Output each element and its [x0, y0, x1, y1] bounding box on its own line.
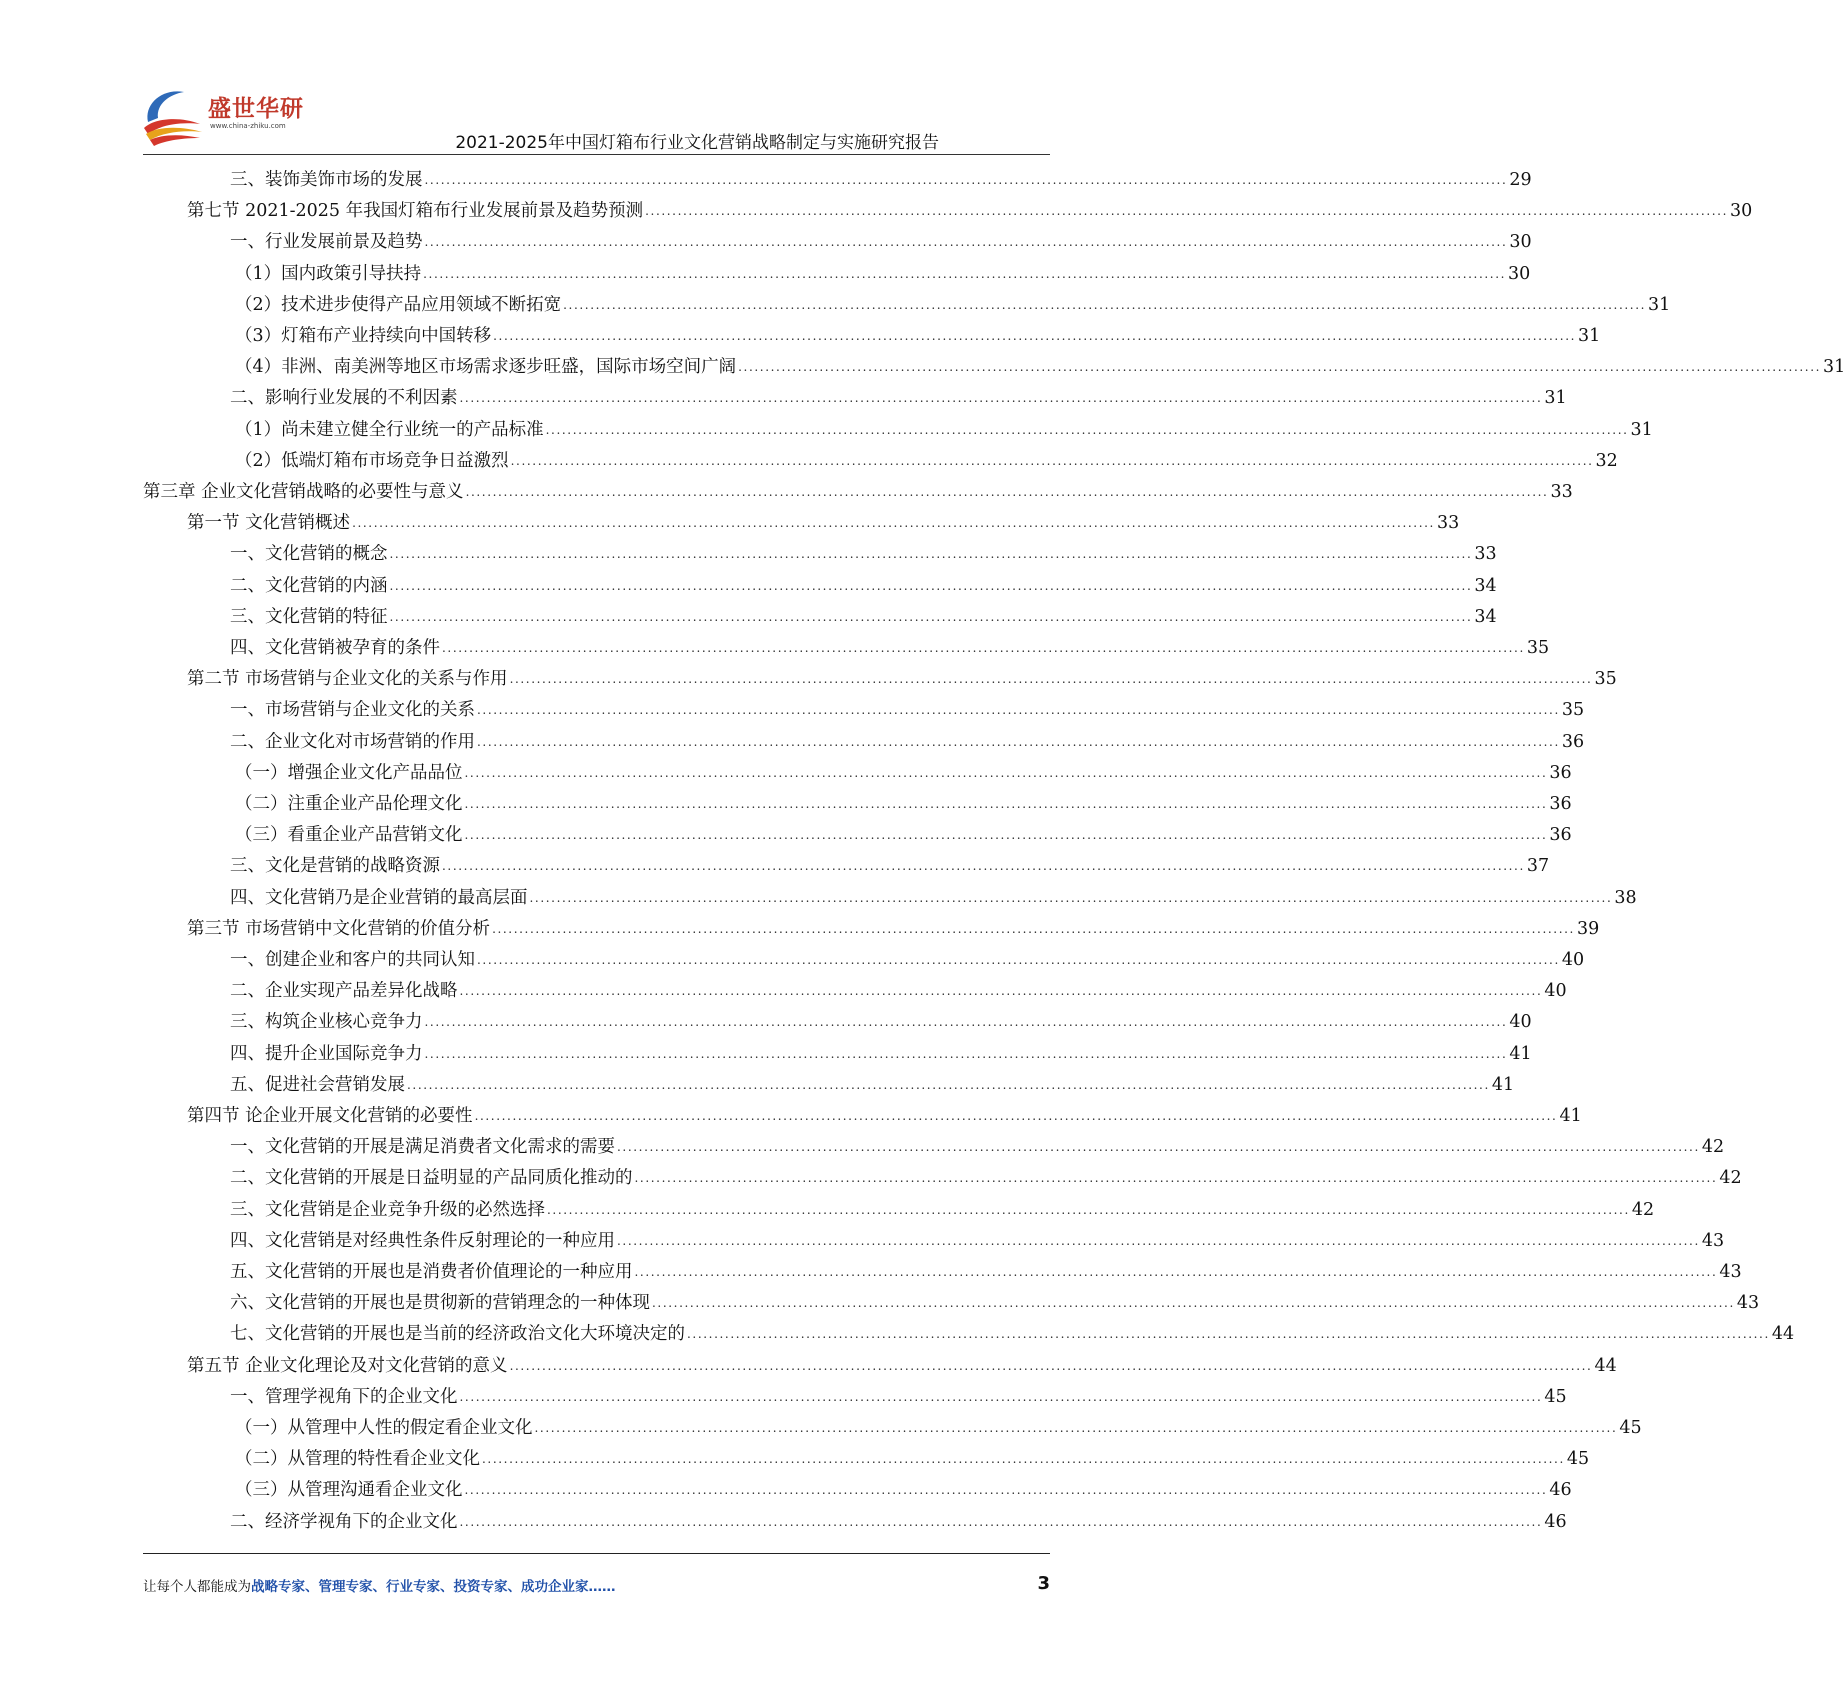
toc-entry-page: 30 [1508, 263, 1531, 284]
toc-entry-page: 30 [1509, 232, 1532, 253]
toc-entry-page: 45 [1544, 1386, 1567, 1407]
toc-dot-leader: ........................................................................................................................................................................................................ [424, 173, 1508, 187]
toc-entry[interactable] [187, 503, 1460, 534]
toc-dot-leader: ........................................................................................................................................................................................................ [547, 1202, 1630, 1217]
toc-entry-page: 31 [1823, 357, 1845, 378]
toc-entry-page: 45 [1619, 1418, 1642, 1438]
toc-entry-title: 三、文化营销的特征 [230, 606, 388, 627]
toc-dot-leader: ........................................................................................................................................................................................................ [477, 734, 1560, 749]
toc-entry-title: 第三章 企业文化营销战略的必要性与意义 [143, 482, 464, 502]
toc-entry-title: （三）看重企业产品营销文化 [235, 825, 463, 846]
toc-entry-title: （2）低端灯箱布市场竞争日益激烈 [235, 450, 509, 471]
toc-entry-page: 32 [1595, 450, 1618, 471]
toc-entry[interactable] [230, 1034, 1532, 1065]
toc-entry[interactable] [230, 1127, 1725, 1158]
toc-entry-title: （二）注重企业产品伦理文化 [235, 794, 463, 814]
toc-entry-title: 三、文化营销是企业竞争升级的必然选择 [230, 1199, 545, 1220]
toc-dot-leader: ........................................................................................................................................................................................................ [464, 828, 1548, 843]
toc-dot-leader: ........................................................................................................................................................................................................ [474, 1109, 1558, 1123]
toc-entry-page: 46 [1549, 1480, 1572, 1501]
toc-entry-page: 36 [1549, 762, 1572, 783]
toc-entry[interactable] [187, 1346, 1617, 1377]
toc-entry[interactable] [235, 1470, 1572, 1501]
toc-entry[interactable] [235, 1439, 1590, 1470]
toc-entry[interactable] [187, 909, 1600, 940]
toc-entry[interactable] [230, 1252, 1742, 1283]
toc-entry-page: 41 [1559, 1106, 1582, 1126]
toc-entry-title: （三）从管理沟通看企业文化 [235, 1480, 463, 1501]
toc-dot-leader: ........................................................................................................................................................................................................ [477, 703, 1560, 718]
toc-entry-title: 第七节 2021-2025 年我国灯箱布行业发展前景及趋势预测 [187, 201, 644, 222]
toc-entry[interactable] [187, 1096, 1582, 1127]
toc-entry[interactable] [235, 316, 1601, 347]
page-header [0, 0, 1191, 160]
toc-entry-title: 五、促进社会营销发展 [230, 1074, 405, 1095]
toc-entry[interactable] [230, 378, 1567, 409]
toc-entry-title: 二、企业文化对市场营销的作用 [230, 731, 475, 752]
toc-entry-page: 31 [1648, 294, 1671, 315]
toc-dot-leader: ........................................................................................................................................................................................................ [464, 1483, 1548, 1498]
toc-dot-leader: ........................................................................................................................................................................................................ [634, 1171, 1718, 1186]
toc-dot-leader: ........................................................................................................................................................................................................ [652, 1296, 1735, 1311]
footer-divider [143, 1553, 1050, 1554]
toc-dot-leader: ........................................................................................................................................................................................................ [352, 516, 1435, 531]
toc-entry[interactable] [230, 566, 1497, 597]
toc-entry[interactable] [235, 784, 1572, 815]
toc-entry-page: 40 [1561, 950, 1585, 970]
toc-entry-title: 二、企业实现产品差异化战略 [230, 981, 458, 1002]
toc-entry[interactable] [230, 597, 1497, 628]
toc-dot-leader: ........................................................................................................................................................................................................ [529, 890, 1613, 905]
toc-entry-page: 40 [1509, 1012, 1532, 1033]
toc-entry[interactable] [143, 472, 1573, 503]
toc-dot-leader: ........................................................................................................................................................................................................ [459, 391, 1543, 406]
toc-dot-leader: ........................................................................................................................................................................................................ [423, 266, 1507, 281]
header-divider [143, 154, 1050, 155]
toc-entry-title: （1）尚未建立健全行业统一的产品标准 [235, 419, 544, 440]
toc-dot-leader: ........................................................................................................................................................................................................ [424, 1046, 1508, 1061]
toc-entry-title: 二、经济学视角下的企业文化 [230, 1511, 458, 1532]
toc-entry-page: 30 [1730, 201, 1753, 222]
toc-entry[interactable] [235, 815, 1572, 846]
toc-entry-title: 一、创建企业和客户的共同认知 [230, 950, 475, 970]
toc-dot-leader: ........................................................................................................................................................................................................ [459, 984, 1543, 999]
toc-entry-title: 一、文化营销的开展是满足消费者文化需求的需要 [230, 1137, 615, 1158]
toc-entry-title: 二、文化营销的内涵 [230, 575, 388, 596]
toc-dot-leader: ........................................................................................................................................................................................................ [493, 329, 1577, 343]
toc-dot-leader: ........................................................................................................................................................................................................ [442, 641, 1525, 655]
toc-entry-title: 三、文化是营销的战略资源 [230, 856, 440, 877]
toc-entry[interactable] [230, 722, 1585, 753]
toc-dot-leader: ........................................................................................................................................................................................................ [464, 765, 1548, 780]
toc-entry-page: 35 [1526, 638, 1550, 658]
toc-dot-leader: ........................................................................................................................................................................................................ [563, 297, 1647, 312]
toc-entry[interactable] [187, 191, 1753, 222]
toc-entry-title: 七、文化营销的开展也是当前的经济政治文化大环境决定的 [230, 1324, 685, 1345]
toc-entry-page: 34 [1474, 575, 1497, 596]
toc-entry[interactable] [230, 222, 1532, 253]
toc-dot-leader: ........................................................................................................................................................................................................ [492, 921, 1575, 936]
toc-dot-leader: ........................................................................................................................................................................................................ [477, 953, 1560, 967]
toc-dot-leader: ........................................................................................................................................................................................................ [459, 1389, 1543, 1404]
toc-entry-title: 第五节 企业文化理论及对文化营销的意义 [187, 1355, 508, 1376]
toc-dot-leader: ........................................................................................................................................................................................................ [389, 547, 1473, 562]
toc-dot-leader: ........................................................................................................................................................................................................ [617, 1140, 1700, 1155]
toc-entry-page: 44 [1594, 1355, 1617, 1376]
toc-entry-page: 36 [1549, 825, 1572, 846]
toc-entry-page: 34 [1474, 606, 1497, 627]
toc-entry[interactable] [230, 1158, 1742, 1189]
toc-entry-title: 第二节 市场营销与企业文化的关系与作用 [187, 669, 508, 690]
toc-dot-leader: ........................................................................................................................................................................................................ [534, 1421, 1618, 1435]
toc-entry[interactable] [230, 690, 1585, 721]
toc-entry-page: 46 [1544, 1511, 1567, 1532]
toc-entry-title: 六、文化营销的开展也是贯彻新的营销理念的一种体现 [230, 1293, 650, 1314]
toc-dot-leader: ........................................................................................................................................................................................................ [424, 235, 1508, 250]
toc-entry-title: （一）增强企业文化产品品位 [235, 762, 463, 783]
toc-entry-title: （一）从管理中人性的假定看企业文化 [235, 1418, 533, 1438]
toc-entry-title: 一、市场营销与企业文化的关系 [230, 700, 475, 721]
toc-entry[interactable] [230, 1314, 1795, 1345]
toc-dot-leader: ........................................................................................................................................................................................................ [738, 360, 1822, 375]
toc-entry-title: 四、提升企业国际竞争力 [230, 1043, 423, 1064]
toc-entry-title: 四、文化营销被孕育的条件 [230, 638, 440, 658]
logo-url: www.china-zhiku.com [210, 122, 286, 130]
toc-entry-title: 二、影响行业发展的不利因素 [230, 388, 458, 409]
toc-dot-leader: ........................................................................................................................................................................................................ [424, 1015, 1508, 1030]
toc-dot-leader: ........................................................................................................................................................................................................ [509, 1358, 1593, 1373]
toc-entry-page: 41 [1491, 1074, 1515, 1095]
toc-entry-page: 33 [1474, 544, 1497, 565]
toc-entry[interactable] [230, 1221, 1725, 1252]
toc-entry-page: 43 [1736, 1293, 1760, 1314]
logo-name: 盛世华研 [208, 96, 304, 122]
toc-entry[interactable] [230, 1190, 1655, 1221]
slogan-prefix: 让每个人都能成为 [143, 1579, 251, 1595]
slogan-highlight: 战略专家、管理专家、行业专家、投资专家、成功企业家…… [251, 1579, 616, 1595]
toc-entry-title: （3）灯箱布产业持续向中国转移 [235, 326, 492, 346]
toc-entry-title: 一、文化营销的概念 [230, 544, 388, 565]
toc-entry-page: 43 [1701, 1230, 1725, 1251]
toc-entry-title: 第一节 文化营销概述 [187, 513, 351, 534]
toc-entry-page: 31 [1630, 419, 1653, 440]
toc-entry[interactable] [230, 160, 1532, 191]
toc-entry[interactable] [230, 1502, 1567, 1533]
toc-entry-title: 四、文化营销乃是企业营销的最高层面 [230, 887, 528, 908]
toc-entry-title: 第三节 市场营销中文化营销的价值分析 [187, 918, 491, 939]
toc-dot-leader: ........................................................................................................................................................................................................ [482, 1452, 1565, 1467]
toc-entry-page: 42 [1701, 1137, 1725, 1158]
toc-dot-leader: ........................................................................................................................................................................................................ [442, 859, 1525, 874]
toc-entry[interactable] [235, 254, 1531, 285]
toc-entry[interactable] [230, 1002, 1532, 1033]
company-logo [140, 82, 310, 148]
toc-entry-page: 42 [1719, 1168, 1742, 1189]
toc-entry-page: 29 [1509, 170, 1532, 190]
toc-entry-page: 35 [1561, 700, 1585, 721]
toc-entry[interactable] [230, 534, 1497, 565]
toc-dot-leader: ........................................................................................................................................................................................................ [464, 797, 1548, 811]
toc-entry-title: 二、文化营销的开展是日益明显的产品同质化推动的 [230, 1168, 633, 1189]
toc-dot-leader: ........................................................................................................................................................................................................ [645, 204, 1728, 219]
toc-dot-leader: ........................................................................................................................................................................................................ [389, 609, 1473, 624]
toc-dot-leader: ........................................................................................................................................................................................................ [465, 485, 1549, 499]
report-title: 2021-2025年中国灯箱布行业文化营销战略制定与实施研究报告 [455, 133, 939, 153]
toc-entry-title: 三、装饰美饰市场的发展 [230, 170, 423, 190]
toc-dot-leader: ........................................................................................................................................................................................................ [545, 422, 1629, 437]
toc-entry[interactable] [230, 971, 1567, 1002]
toc-entry-title: 三、构筑企业核心竞争力 [230, 1012, 423, 1033]
logo-emblem-icon [140, 82, 210, 148]
toc-entry-title: 一、行业发展前景及趋势 [230, 232, 423, 253]
toc-entry[interactable] [187, 659, 1617, 690]
toc-entry[interactable] [230, 1065, 1515, 1096]
toc-entry[interactable] [235, 1408, 1642, 1439]
footer-slogan [143, 1575, 616, 1595]
toc-dot-leader: ........................................................................................................................................................................................................ [407, 1077, 1490, 1092]
toc-dot-leader: ........................................................................................................................................................................................................ [509, 672, 1593, 687]
toc-entry[interactable] [230, 878, 1637, 909]
toc-entry-page: 31 [1544, 388, 1567, 409]
toc-entry[interactable] [230, 1283, 1760, 1314]
toc-entry-page: 33 [1550, 482, 1573, 502]
toc-entry-title: 第四节 论企业开展文化营销的必要性 [187, 1106, 473, 1126]
toc-entry-page: 42 [1631, 1199, 1655, 1220]
toc-entry[interactable] [230, 628, 1550, 659]
toc-dot-leader: ........................................................................................................................................................................................................ [687, 1327, 1770, 1342]
toc-entry-page: 36 [1549, 794, 1572, 814]
toc-entry-title: （2）技术进步使得产品应用领域不断拓宽 [235, 294, 562, 315]
toc-entry-page: 44 [1771, 1324, 1795, 1345]
toc-entry-title: （二）从管理的特性看企业文化 [235, 1449, 480, 1470]
toc-entry-page: 45 [1566, 1449, 1590, 1470]
toc-entry-page: 36 [1561, 731, 1585, 752]
toc-entry[interactable] [230, 940, 1585, 971]
toc-entry-title: 四、文化营销是对经典性条件反射理论的一种应用 [230, 1230, 615, 1251]
toc-entry[interactable] [235, 347, 1845, 378]
toc-entry-page: 40 [1544, 981, 1567, 1002]
toc-entry-title: （4）非洲、南美洲等地区市场需求逐步旺盛，国际市场空间广阔 [235, 357, 737, 378]
toc-entry[interactable] [235, 753, 1572, 784]
toc-dot-leader: ........................................................................................................................................................................................................ [459, 1514, 1543, 1529]
toc-entry-page: 43 [1719, 1262, 1742, 1282]
toc-entry-page: 41 [1509, 1043, 1532, 1064]
toc-entry-title: （1）国内政策引导扶持 [235, 263, 422, 284]
toc-entry-page: 33 [1436, 513, 1460, 534]
page-number: 3 [1037, 1573, 1050, 1594]
toc-dot-leader: ........................................................................................................................................................................................................ [634, 1265, 1718, 1279]
toc-entry-title: 一、管理学视角下的企业文化 [230, 1386, 458, 1407]
toc-dot-leader: ........................................................................................................................................................................................................ [389, 578, 1473, 593]
toc-entry[interactable] [235, 410, 1653, 441]
toc-entry-page: 35 [1594, 669, 1617, 690]
toc-entry[interactable] [235, 441, 1618, 472]
toc-entry-page: 31 [1578, 326, 1601, 346]
toc-entry-page: 39 [1576, 918, 1600, 939]
toc-entry-page: 37 [1526, 856, 1550, 877]
toc-entry[interactable] [230, 846, 1550, 877]
toc-dot-leader: ........................................................................................................................................................................................................ [510, 453, 1594, 468]
toc-dot-leader: ........................................................................................................................................................................................................ [617, 1233, 1700, 1248]
toc-entry[interactable] [230, 1377, 1567, 1408]
toc-entry-title: 五、文化营销的开展也是消费者价值理论的一种应用 [230, 1262, 633, 1282]
toc-entry[interactable] [235, 285, 1671, 316]
toc-entry-page: 38 [1614, 887, 1637, 908]
